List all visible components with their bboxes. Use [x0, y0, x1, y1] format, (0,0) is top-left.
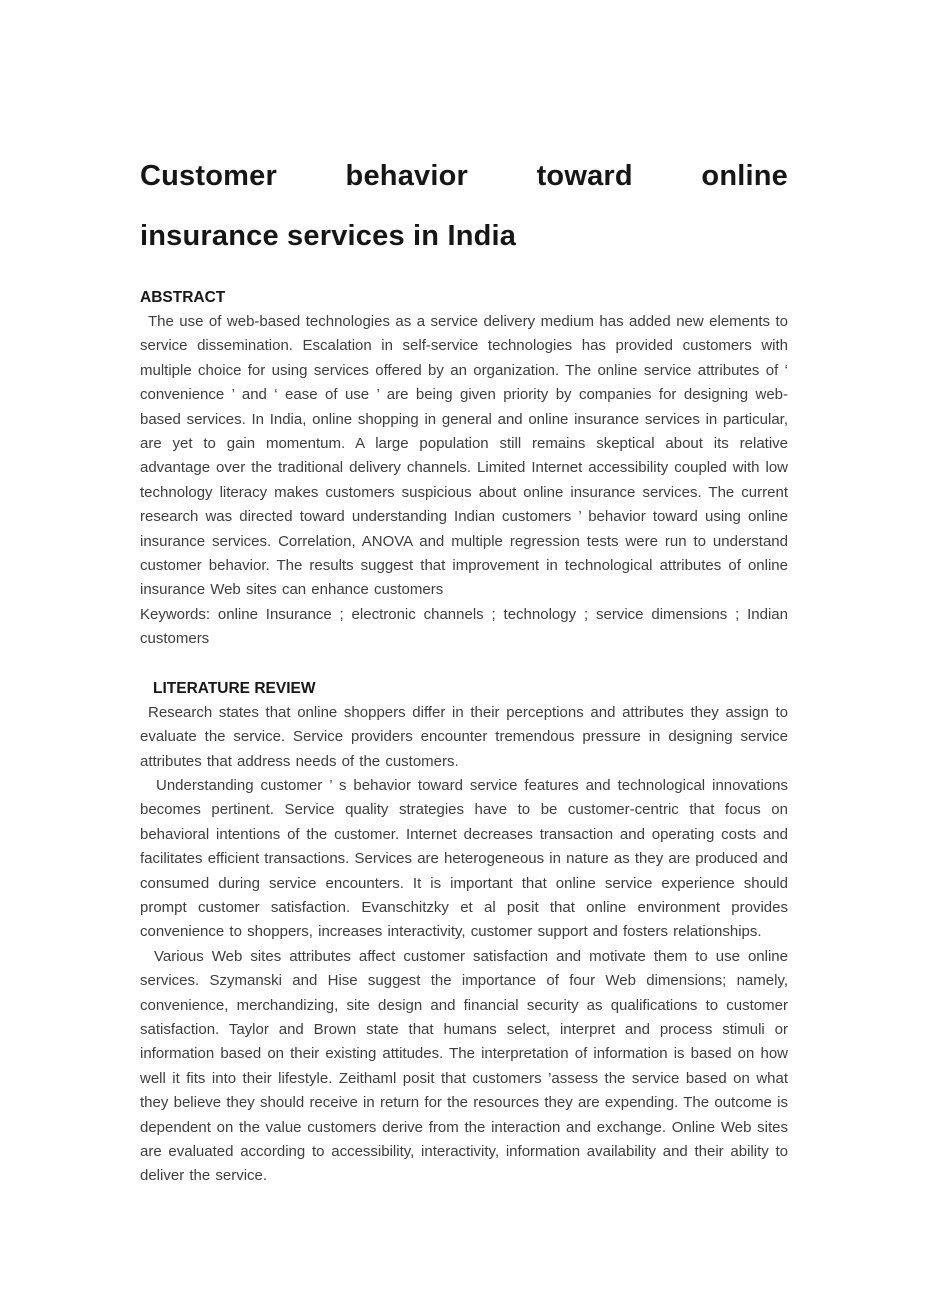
- literature-review-paragraph-1: Research states that online shoppers differ in their perceptions and attributes they assign to evaluate the service. Service providers encounter tremendous pressure in designing service attributes that address needs of the customers.: [140, 703, 788, 770]
- paper-title-line2: insurance services in India: [140, 220, 517, 252]
- abstract-heading: ABSTRACT: [140, 289, 226, 306]
- keywords-paragraph: Keywords: online Insurance ; electronic channels ; technology ; service dimensions ; Indian customers: [140, 605, 788, 648]
- document-content: [140, 146, 788, 1189]
- abstract-paragraph: The use of web-based technologies as a service delivery medium has added new elements to service dissemination. Escalation in self-service technologies has provided customers with multiple choice for using services offered by an organization. The online service attributes of ‘ convenience ’ and ‘ ease of use ’ are being given priority by companies for designing web-based services. In India, online shopping in general and online insurance services in particular, are yet to gain momentum. A large population still remains skeptical about its relative advantage over the traditional delivery channels. Limited Internet accessibility coupled with low technology literacy makes customers suspicious about online insurance services. The current research was directed toward understanding Indian customers ’ behavior toward using online insurance services. Correlation, ANOVA and multiple regression tests were run to understand customer behavior. The results suggest that improvement in technological attributes of online insurance Web sites can enhance customers: [140, 313, 788, 599]
- paper-title-line1: Customer behavior toward online: [140, 160, 788, 192]
- paper-title: [140, 146, 788, 266]
- literature-review-paragraph-2: Understanding customer ’ s behavior toward service features and technological innovations becomes pertinent. Service quality strategies have to be customer-centric that focus on behavioral intentions of the customer. Internet decreases transaction and operating costs and facilitates efficient transactions. Services are heterogeneous in nature as they are produced and consumed during service encounters. It is important that online service experience should prompt customer satisfaction. Evanschitzky et al posit that online environment provides convenience to shoppers, increases interactivity, customer support and fosters relationships.: [140, 776, 788, 941]
- literature-review-heading: LITERATURE REVIEW: [153, 679, 316, 697]
- literature-review-paragraph-3: Various Web sites attributes affect customer satisfaction and motivate them to use online services. Szymanski and Hise suggest the importance of four Web dimensions; namely, convenience, merchandizing, site design and financial security as qualifications to customer satisfaction. Taylor and Brown state that humans select, interpret and process stimuli or information based on their existing attitudes. The interpretation of information is based on how well it fits into their lifestyle. Zeithaml posit that customers ’assess the service based on what they believe they should receive in return for the resources they are expending. The outcome is dependent on the value customers derive from the interaction and exchange. Online Web sites are evaluated according to accessibility, interactivity, information availability and their ability to deliver the service.: [140, 947, 788, 1185]
